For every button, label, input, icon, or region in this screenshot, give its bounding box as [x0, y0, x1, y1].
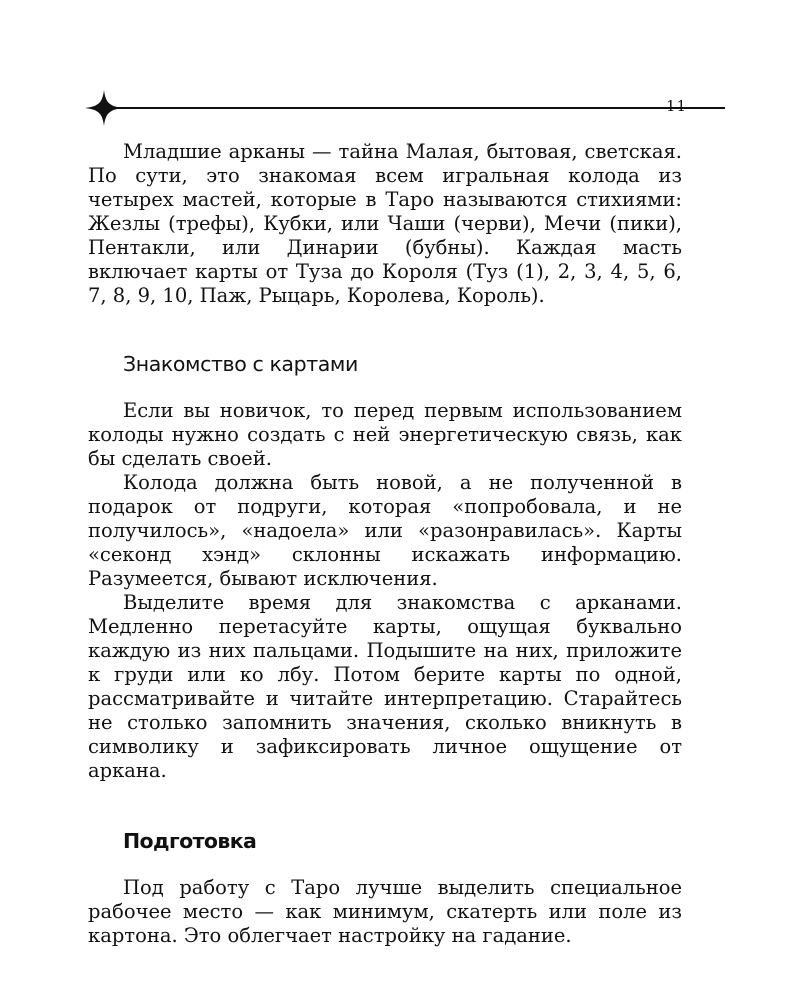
page-body [88, 140, 682, 948]
body-paragraph: Под работу с Таро лучше выделить специальное рабочее место — как минимум, скатерть или поле из картона. Это облегчает настройку на гадание. [88, 876, 682, 947]
section-heading-acquaintance: Знакомство с картами [123, 352, 358, 376]
section-heading-preparation: Подготовка [123, 829, 257, 853]
body-paragraph: Если вы новичок, то перед первым использованием колоды нужно создать с ней энергетическую связь, как бы сделать своей. [88, 399, 682, 470]
page-header [85, 90, 695, 126]
body-paragraph: Колода должна быть новой, а не полученной в подарок от подруги, которая «попробовала, и не получилось», «надоела» или «разонравилась». Карты «секонд хэнд» склонны искажать информацию. Разумеется, бывают исключения. [88, 471, 682, 590]
intro-paragraph: Младшие арканы — тайна Малая, бытовая, светская. По сути, это знакомая всем игральная колода из четырех мастей, которые в Таро называются стихиями: Жезлы (трефы), Кубки, или Чаши (черви), Мечи (пики), Пентакли, или Динарии (бубны). Каждая масть включает карты от Туза до Короля (Туз (1), 2, 3, 4, 5, 6, 7, 8, 9, 10, Паж, Рыцарь, Королева, Король). [88, 140, 682, 307]
page-number: 11 [666, 97, 688, 115]
body-paragraph: Выделите время для знакомства с арканами. Медленно перетасуйте карты, ощущая буквально каждую из них пальцами. Подышите на них, приложите к груди или ко лбу. Потом берите карты по одной, рассматривайте и читайте интерпретацию. Старайтесь не столько запомнить значения, сколько вникнуть в символику и зафиксировать личное ощущение от аркана. [88, 591, 682, 782]
header-rule [115, 107, 725, 109]
